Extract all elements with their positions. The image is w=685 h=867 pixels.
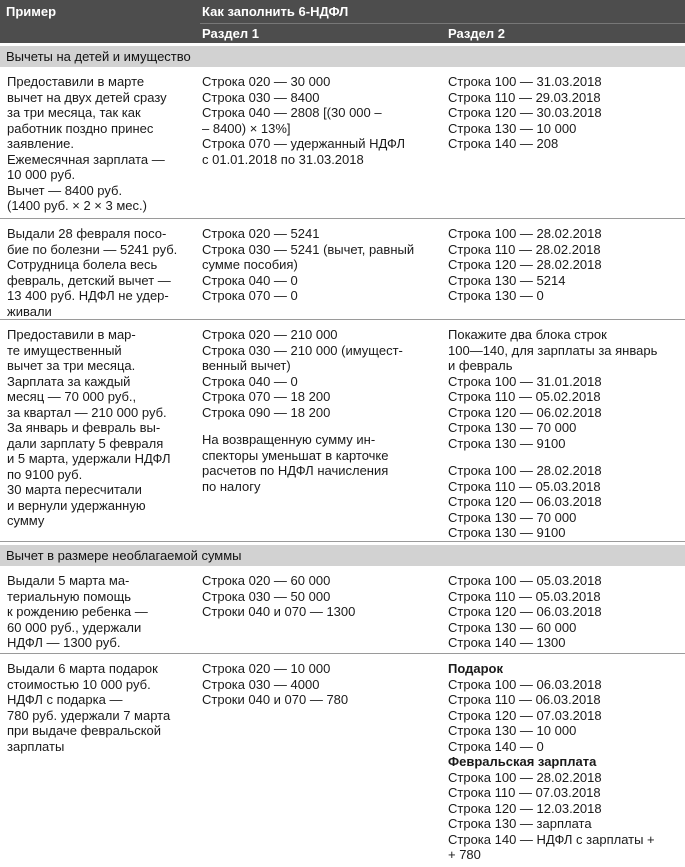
cell-line: Строка 120 — 12.03.2018: [448, 800, 602, 816]
cell-line: Строка 110 — 05.03.2018: [448, 588, 601, 604]
example-cell: [7, 226, 192, 319]
example-cell: [7, 661, 192, 754]
cell-line: Выдали 28 февраля посо-: [7, 226, 167, 241]
cell-line: за три месяца, так как: [7, 105, 141, 120]
example-cell: [7, 573, 192, 651]
section2-cell: [448, 573, 684, 651]
cell-line: Строка 140 — 1300: [448, 635, 566, 650]
cell-line: расчетов по НДФЛ начисления: [202, 463, 389, 478]
cell-line: Строка 140 — НДФЛ с зарплаты +: [448, 831, 655, 847]
cell-line: Строка 100 — 31.03.2018: [448, 74, 602, 89]
section-heading: [0, 46, 685, 67]
cell-line: Строка 020 — 30 000: [202, 74, 331, 89]
cell-line: Строка 020 — 5241: [202, 226, 320, 241]
cell-line: вычет на двух детей сразу: [7, 89, 167, 105]
example-cell: [7, 74, 192, 214]
cell-line: Строка 100 — 06.03.2018: [448, 676, 602, 692]
cell-line: + 780: [448, 847, 481, 862]
cell-line: 30 марта пересчитали: [7, 482, 142, 497]
cell-line: Строки 040 и 070 — 780: [202, 692, 349, 707]
cell-line: Строка 090 — 18 200: [202, 404, 331, 420]
spacer: [448, 451, 684, 463]
cell-line: На возвращенную сумму ин-: [202, 432, 376, 447]
cell-line: Строка 130 — 5214: [448, 272, 566, 288]
cell-line: Строка 040 — 0: [202, 373, 298, 389]
cell-line: месяц — 70 000 руб.,: [7, 389, 137, 404]
cell-line: Вычет — 8400 руб.: [7, 182, 123, 198]
cell-line: сумме пособия): [202, 257, 298, 272]
cell-line: Строка 070 — удержанный НДФЛ: [202, 136, 406, 151]
table-row: [0, 219, 685, 320]
cell-line: 60 000 руб., удержали: [7, 619, 142, 635]
cell-line: Строка 070 — 0: [202, 288, 298, 303]
cell-line: Покажите два блока строк: [448, 327, 607, 342]
cell-line: Строка 100 — 28.02.2018: [448, 463, 602, 478]
cell-line: Ежемесячная зарплата —: [7, 151, 165, 167]
cell-line: работник поздно принес: [7, 120, 154, 136]
cell-line: Предоставили в марте: [7, 74, 145, 89]
cell-line: с 01.01.2018 по 31.03.2018: [202, 151, 364, 167]
cell-line: Строка 130 — 0: [448, 288, 544, 303]
block-heading: Подарок: [448, 661, 503, 676]
cell-line: НДФЛ с подарка —: [7, 692, 123, 707]
cell-line: Строка 110 — 28.02.2018: [448, 241, 601, 257]
cell-line: Строка 130 — 9100: [448, 525, 566, 540]
section1-cell: [202, 661, 438, 708]
cell-line: Строка 110 — 29.03.2018: [448, 89, 601, 105]
cell-line: и вернули удержанную: [7, 497, 146, 513]
cell-line: Строка 100 — 31.01.2018: [448, 373, 602, 389]
cell-line: Строка 120 — 30.03.2018: [448, 105, 602, 120]
cell-line: Строка 070 — 18 200: [202, 389, 331, 404]
example-cell: [7, 327, 192, 529]
cell-line: Строка 130 — 70 000: [448, 420, 577, 435]
table-row: [0, 67, 685, 219]
cell-line: Строка 100 — 28.02.2018: [448, 769, 602, 785]
spacer: [202, 420, 438, 432]
cell-line: Строка 100 — 05.03.2018: [448, 573, 602, 588]
cell-line: дали зарплату 5 февраля: [7, 435, 164, 451]
section1-cell: [202, 573, 438, 620]
cell-line: Строка 020 — 10 000: [202, 661, 331, 676]
cell-line: и 5 марта, удержали НДФЛ: [7, 451, 171, 466]
cell-line: Строка 120 — 06.03.2018: [448, 494, 602, 509]
cell-line: Строка 130 — 70 000: [448, 509, 577, 525]
header-how-to-fill: Как заполнить 6-НДФЛ: [202, 4, 349, 19]
cell-line: Строка 030 — 5241 (вычет, равный: [202, 241, 415, 257]
cell-line: сумму: [7, 513, 45, 528]
cell-line: Строка 130 — 10 000: [448, 120, 577, 136]
cell-line: 100—140, для зарплаты за январь: [448, 342, 658, 358]
cell-line: – 8400) × 13%]: [202, 120, 291, 136]
cell-line: (1400 руб. × 2 × 3 мес.): [7, 198, 147, 213]
cell-line: февраль, детский вычет —: [7, 272, 171, 288]
cell-line: Строка 130 — 9100: [448, 435, 566, 451]
cell-line: к рождению ребенка —: [7, 604, 148, 619]
cell-line: Строка 110 — 05.03.2018: [448, 478, 601, 494]
cell-line: Сотрудница болела весь: [7, 257, 158, 272]
cell-line: при выдаче февральской: [7, 723, 162, 738]
cell-line: Выдали 5 марта ма-: [7, 573, 130, 588]
cell-line: Строка 030 — 210 000 (имущест-: [202, 342, 403, 358]
table-row: [0, 654, 685, 867]
cell-line: вычет за три месяца.: [7, 358, 136, 373]
cell-line: Строка 020 — 210 000: [202, 327, 338, 342]
cell-line: Строка 120 — 28.02.2018: [448, 257, 602, 272]
cell-line: Строка 140 — 0: [448, 738, 544, 754]
cell-line: Строка 040 — 2808 [(30 000 –: [202, 105, 382, 120]
cell-line: Строка 040 — 0: [202, 272, 298, 288]
cell-line: бие по болезни — 5241 руб.: [7, 241, 178, 257]
cell-line: Зарплата за каждый: [7, 373, 131, 389]
cell-line: 780 руб. удержали 7 марта: [7, 707, 171, 723]
block-heading: Февральская зарплата: [448, 754, 597, 769]
cell-line: стоимостью 10 000 руб.: [7, 676, 151, 692]
header-section-1: Раздел 1: [202, 26, 259, 41]
cell-line: Строка 140 — 208: [448, 136, 559, 151]
section1-cell: [202, 226, 438, 304]
section-heading: [0, 545, 685, 566]
cell-line: Строка 130 — 60 000: [448, 619, 577, 635]
section2-cell: [448, 661, 684, 863]
section2-cell: [448, 327, 684, 541]
cell-line: по 9100 руб.: [7, 466, 83, 482]
table-row: [0, 320, 685, 542]
cell-line: За январь и февраль вы-: [7, 420, 161, 435]
cell-line: Выдали 6 марта подарок: [7, 661, 158, 676]
section-title: Вычеты на детей и имущество: [6, 49, 191, 64]
cell-line: Строка 100 — 28.02.2018: [448, 226, 602, 241]
cell-line: Строка 120 — 07.03.2018: [448, 707, 602, 723]
cell-line: Строка 110 — 06.03.2018: [448, 692, 601, 707]
cell-line: Строка 020 — 60 000: [202, 573, 331, 588]
cell-line: Строка 110 — 05.02.2018: [448, 389, 601, 404]
cell-line: Строка 120 — 06.02.2018: [448, 404, 602, 420]
cell-line: Строка 130 — зарплата: [448, 816, 592, 831]
cell-line: Строки 040 и 070 — 1300: [202, 604, 356, 619]
table-subheader: [0, 23, 685, 43]
cell-line: те имущественный: [7, 342, 122, 358]
cell-line: венный вычет): [202, 358, 291, 373]
table-header: [0, 0, 685, 23]
header-section-2: Раздел 2: [448, 26, 505, 41]
cell-line: Строка 120 — 06.03.2018: [448, 604, 602, 619]
cell-line: Строка 110 — 07.03.2018: [448, 785, 601, 800]
cell-line: териальную помощь: [7, 588, 132, 604]
section-title: Вычет в размере необлагаемой суммы: [6, 548, 242, 563]
cell-line: спекторы уменьшат в карточке: [202, 447, 389, 463]
cell-line: 13 400 руб. НДФЛ не удер-: [7, 288, 169, 303]
cell-line: зарплаты: [7, 738, 65, 754]
cell-line: заявление.: [7, 136, 74, 151]
header-divider: [200, 23, 685, 24]
section2-cell: [448, 74, 684, 152]
section1-cell: [202, 74, 438, 167]
cell-line: и февраль: [448, 358, 513, 373]
cell-line: Строка 030 — 50 000: [202, 588, 331, 604]
cell-line: Предоставили в мар-: [7, 327, 136, 342]
cell-line: по налогу: [202, 478, 261, 494]
cell-line: за квартал — 210 000 руб.: [7, 404, 167, 420]
header-example: Пример: [6, 4, 57, 19]
table-row: [0, 566, 685, 654]
cell-line: живали: [7, 303, 52, 319]
cell-line: НДФЛ — 1300 руб.: [7, 635, 121, 650]
cell-line: 10 000 руб.: [7, 167, 76, 182]
section2-cell: [448, 226, 684, 304]
cell-line: Строка 030 — 8400: [202, 89, 320, 105]
cell-line: Строка 130 — 10 000: [448, 723, 577, 738]
cell-line: Строка 030 — 4000: [202, 676, 320, 692]
section1-cell: [202, 327, 438, 494]
